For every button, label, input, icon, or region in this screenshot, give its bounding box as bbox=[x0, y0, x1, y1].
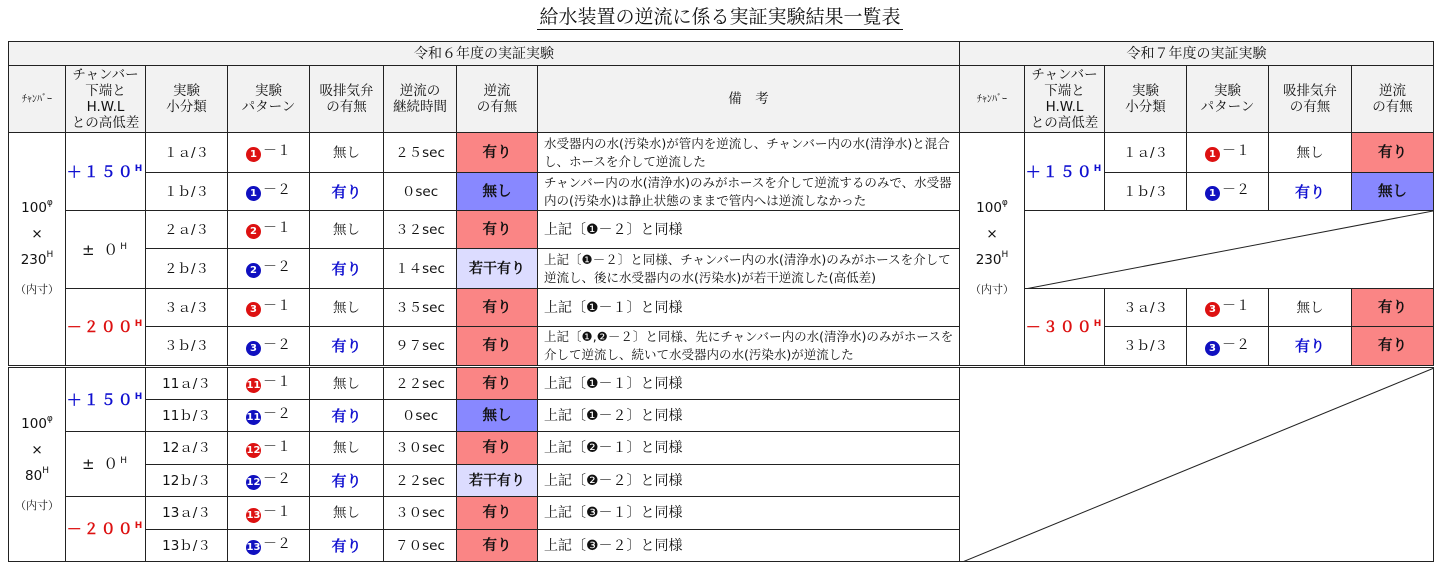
table-row bbox=[9, 133, 960, 173]
duration: ２５sec bbox=[384, 133, 457, 173]
col-header-pattern: 実験 パターン bbox=[1187, 66, 1269, 133]
valve-presence: 無し bbox=[310, 432, 384, 465]
pattern-number-badge: 12 bbox=[246, 477, 261, 488]
subcategory: ３ｂ/３ bbox=[1105, 327, 1187, 367]
duration: ２２sec bbox=[384, 465, 457, 497]
col-header-chamber: ﾁｬﾝﾊﾞｰ bbox=[960, 66, 1025, 133]
remarks: チャンバー内の水(清浄水)のみがホースを介して逆流するのみで、水受器内の(汚染水)は静止状態のままで管内へは逆流しなかった bbox=[538, 173, 960, 211]
pattern-number-badge: 11 bbox=[246, 380, 261, 391]
subcategory: １ａ/３ bbox=[146, 133, 228, 173]
subcategory: 11ｂ/３ bbox=[146, 400, 228, 432]
backflow-presence: 無し bbox=[1352, 173, 1434, 211]
subcategory: ３ｂ/３ bbox=[146, 327, 228, 367]
table-row bbox=[9, 530, 960, 562]
pattern-number-badge: 11 bbox=[246, 412, 261, 423]
chamber-size: $100^\varphi$ × $80^H$ （内寸） bbox=[9, 367, 66, 562]
table-reiwa6 bbox=[8, 41, 960, 562]
subcategory: 13ｂ/３ bbox=[146, 530, 228, 562]
pattern: 2 －２ bbox=[228, 249, 310, 289]
height-diff: $-200^H$ bbox=[66, 497, 146, 562]
valve-presence: 有り bbox=[1269, 327, 1352, 367]
pattern-number-badge: 1 bbox=[1205, 147, 1220, 162]
pattern-number-badge: 3 bbox=[1205, 341, 1220, 356]
duration: ３０sec bbox=[384, 497, 457, 530]
valve-presence: 有り bbox=[310, 249, 384, 289]
pattern: 11 －１ bbox=[228, 367, 310, 400]
subcategory: 11ａ/３ bbox=[146, 367, 228, 400]
backflow-presence: 若干有り bbox=[457, 465, 538, 497]
subcategory: ３ａ/３ bbox=[146, 289, 228, 327]
pattern-number-badge: 3 bbox=[246, 341, 261, 356]
remarks: 上記〔❶－１〕と同様 bbox=[538, 289, 960, 327]
valve-presence: 無し bbox=[1269, 289, 1352, 327]
pattern-number-badge: 13 bbox=[246, 509, 261, 521]
remarks: 上記〔❸－１〕と同様 bbox=[538, 497, 960, 530]
col-header-chamber: ﾁｬﾝﾊﾞｰ bbox=[9, 66, 66, 133]
table-row bbox=[9, 327, 960, 367]
duration: １４sec bbox=[384, 249, 457, 289]
backflow-presence: 有り bbox=[1352, 289, 1434, 327]
height-diff: $-200^H$ bbox=[66, 289, 146, 367]
pattern-number-badge: 1 bbox=[1205, 186, 1220, 201]
valve-presence: 無し bbox=[310, 211, 384, 249]
remarks: 上記〔❷－１〕と同様 bbox=[538, 432, 960, 465]
subcategory: １ａ/３ bbox=[1105, 133, 1187, 173]
table-row bbox=[9, 432, 960, 465]
remarks: 水受器内の水(汚染水)が管内を逆流し、チャンバー内の水(清浄水)と混合し、ホースを介して逆流した bbox=[538, 133, 960, 173]
subcategory: 13ａ/３ bbox=[146, 497, 228, 530]
remarks: 上記〔❶,❷－２〕と同様、先にチャンバー内の水(清浄水)のみがホースを介して逆流し、続いて水受器内の水(汚染水)が逆流した bbox=[538, 327, 960, 367]
pattern-number-badge: 3 bbox=[1205, 302, 1220, 317]
backflow-presence: 有り bbox=[457, 497, 538, 530]
diagonal-line bbox=[1025, 211, 1433, 289]
table-row bbox=[9, 211, 960, 249]
duration: ２２sec bbox=[384, 367, 457, 400]
remarks: 上記〔❶－２〕と同様 bbox=[538, 211, 960, 249]
page-title: 給水装置の逆流に係る実証実験結果一覧表 bbox=[539, 6, 901, 28]
backflow-presence: 有り bbox=[457, 289, 538, 327]
col-header-hwl: チャンバー 下端と H.W.L との高低差 bbox=[66, 66, 146, 133]
valve-presence: 有り bbox=[310, 327, 384, 367]
subcategory: ２ａ/３ bbox=[146, 211, 228, 249]
backflow-presence: 無し bbox=[457, 400, 538, 432]
pattern-number-badge: 12 bbox=[246, 444, 261, 456]
height-diff: $+150^H$ bbox=[66, 133, 146, 211]
backflow-presence: 若干有り bbox=[457, 249, 538, 289]
pattern: 3 －２ bbox=[1187, 327, 1269, 367]
duration: ０sec bbox=[384, 173, 457, 211]
height-diff: ± $0^H$ bbox=[66, 432, 146, 497]
table-row bbox=[960, 289, 1434, 327]
duration: ３５sec bbox=[384, 289, 457, 327]
chamber-size: $100^\varphi$ × $230^H$ （内寸） bbox=[960, 133, 1025, 367]
remarks: 上記〔❶－２〕と同様 bbox=[538, 400, 960, 432]
duration: ０sec bbox=[384, 400, 457, 432]
col-header-remarks: 備 考 bbox=[538, 66, 960, 133]
pattern: 3 －１ bbox=[1187, 289, 1269, 327]
pattern: 1 －１ bbox=[228, 133, 310, 173]
subcategory: １ｂ/３ bbox=[146, 173, 228, 211]
pattern: 12 －１ bbox=[228, 432, 310, 465]
empty-cell-diagonal bbox=[1025, 211, 1434, 289]
table-row bbox=[9, 289, 960, 327]
pattern: 1 －２ bbox=[1187, 173, 1269, 211]
subcategory: ３ａ/３ bbox=[1105, 289, 1187, 327]
height-diff: $-300^H$ bbox=[1025, 289, 1105, 367]
table-row-empty bbox=[960, 367, 1434, 562]
pattern: 2 －１ bbox=[228, 211, 310, 249]
backflow-presence: 有り bbox=[1352, 133, 1434, 173]
duration: ３２sec bbox=[384, 211, 457, 249]
subcategory: 12ｂ/３ bbox=[146, 465, 228, 497]
pattern: 1 －１ bbox=[1187, 133, 1269, 173]
backflow-presence: 有り bbox=[1352, 327, 1434, 367]
col-header-valve: 吸排気弁 の有無 bbox=[310, 66, 384, 133]
pattern: 13 －１ bbox=[228, 497, 310, 530]
section-title-reiwa7: 令和７年度の実証実験 bbox=[960, 42, 1434, 66]
backflow-presence: 有り bbox=[457, 327, 538, 367]
col-header-subcategory: 実験 小分類 bbox=[146, 66, 228, 133]
backflow-presence: 有り bbox=[457, 133, 538, 173]
table-row bbox=[9, 465, 960, 497]
backflow-presence: 有り bbox=[457, 530, 538, 562]
table-row bbox=[9, 249, 960, 289]
remarks: 上記〔❶－２〕と同様、チャンバー内の水(清浄水)のみがホースを介して逆流し、後に水受器内の水(汚染水)が若干逆流した(高低差) bbox=[538, 249, 960, 289]
col-header-pattern: 実験 パターン bbox=[228, 66, 310, 133]
table-row bbox=[9, 367, 960, 400]
valve-presence: 無し bbox=[310, 497, 384, 530]
table-row bbox=[9, 400, 960, 432]
backflow-presence: 有り bbox=[457, 367, 538, 400]
table-reiwa7 bbox=[959, 41, 1434, 562]
table-row bbox=[9, 497, 960, 530]
pattern: 12 －２ bbox=[228, 465, 310, 497]
remarks: 上記〔❸－２〕と同様 bbox=[538, 530, 960, 562]
valve-presence: 無し bbox=[310, 367, 384, 400]
subcategory: ２ｂ/３ bbox=[146, 249, 228, 289]
col-header-duration: 逆流の 継続時間 bbox=[384, 66, 457, 133]
height-diff: $+150^H$ bbox=[66, 367, 146, 432]
valve-presence: 無し bbox=[310, 289, 384, 327]
backflow-presence: 無し bbox=[457, 173, 538, 211]
height-diff: ± $0^H$ bbox=[66, 211, 146, 289]
height-diff: $+150^H$ bbox=[1025, 133, 1105, 211]
pattern: 1 －２ bbox=[228, 173, 310, 211]
pattern: 3 －２ bbox=[228, 327, 310, 367]
chamber-size: $100^\varphi$ × $230^H$ （内寸） bbox=[9, 133, 66, 367]
duration: ３０sec bbox=[384, 432, 457, 465]
table-row bbox=[960, 133, 1434, 173]
diagonal-line bbox=[960, 368, 1434, 562]
subcategory: １ｂ/３ bbox=[1105, 173, 1187, 211]
pattern-number-badge: 2 bbox=[246, 224, 261, 239]
pattern: 3 －１ bbox=[228, 289, 310, 327]
valve-presence: 有り bbox=[310, 173, 384, 211]
empty-section-diagonal bbox=[960, 367, 1434, 562]
section-title-reiwa6: 令和６年度の実証実験 bbox=[9, 42, 960, 66]
col-header-backflow: 逆流 の有無 bbox=[457, 66, 538, 133]
remarks: 上記〔❷－２〕と同様 bbox=[538, 465, 960, 497]
subcategory: 12ａ/３ bbox=[146, 432, 228, 465]
pattern-number-badge: 1 bbox=[246, 147, 261, 162]
pattern-number-badge: 13 bbox=[246, 542, 261, 553]
pattern-number-badge: 3 bbox=[246, 302, 261, 317]
col-header-valve: 吸排気弁 の有無 bbox=[1269, 66, 1352, 133]
backflow-presence: 有り bbox=[457, 211, 538, 249]
pattern-number-badge: 1 bbox=[246, 186, 261, 201]
duration: ９７sec bbox=[384, 327, 457, 367]
col-header-subcategory: 実験 小分類 bbox=[1105, 66, 1187, 133]
valve-presence: 無し bbox=[1269, 133, 1352, 173]
pattern: 11 －２ bbox=[228, 400, 310, 432]
duration: ７０sec bbox=[384, 530, 457, 562]
table-row-empty bbox=[960, 211, 1434, 289]
valve-presence: 有り bbox=[310, 530, 384, 562]
col-header-hwl: チャンバー 下端と H.W.L との高低差 bbox=[1025, 66, 1105, 133]
pattern: 13 －２ bbox=[228, 530, 310, 562]
valve-presence: 無し bbox=[310, 133, 384, 173]
col-header-backflow: 逆流 の有無 bbox=[1352, 66, 1434, 133]
backflow-presence: 有り bbox=[457, 432, 538, 465]
table-row bbox=[9, 173, 960, 211]
valve-presence: 有り bbox=[1269, 173, 1352, 211]
valve-presence: 有り bbox=[310, 465, 384, 497]
valve-presence: 有り bbox=[310, 400, 384, 432]
remarks: 上記〔❶－１〕と同様 bbox=[538, 367, 960, 400]
pattern-number-badge: 2 bbox=[246, 263, 261, 278]
